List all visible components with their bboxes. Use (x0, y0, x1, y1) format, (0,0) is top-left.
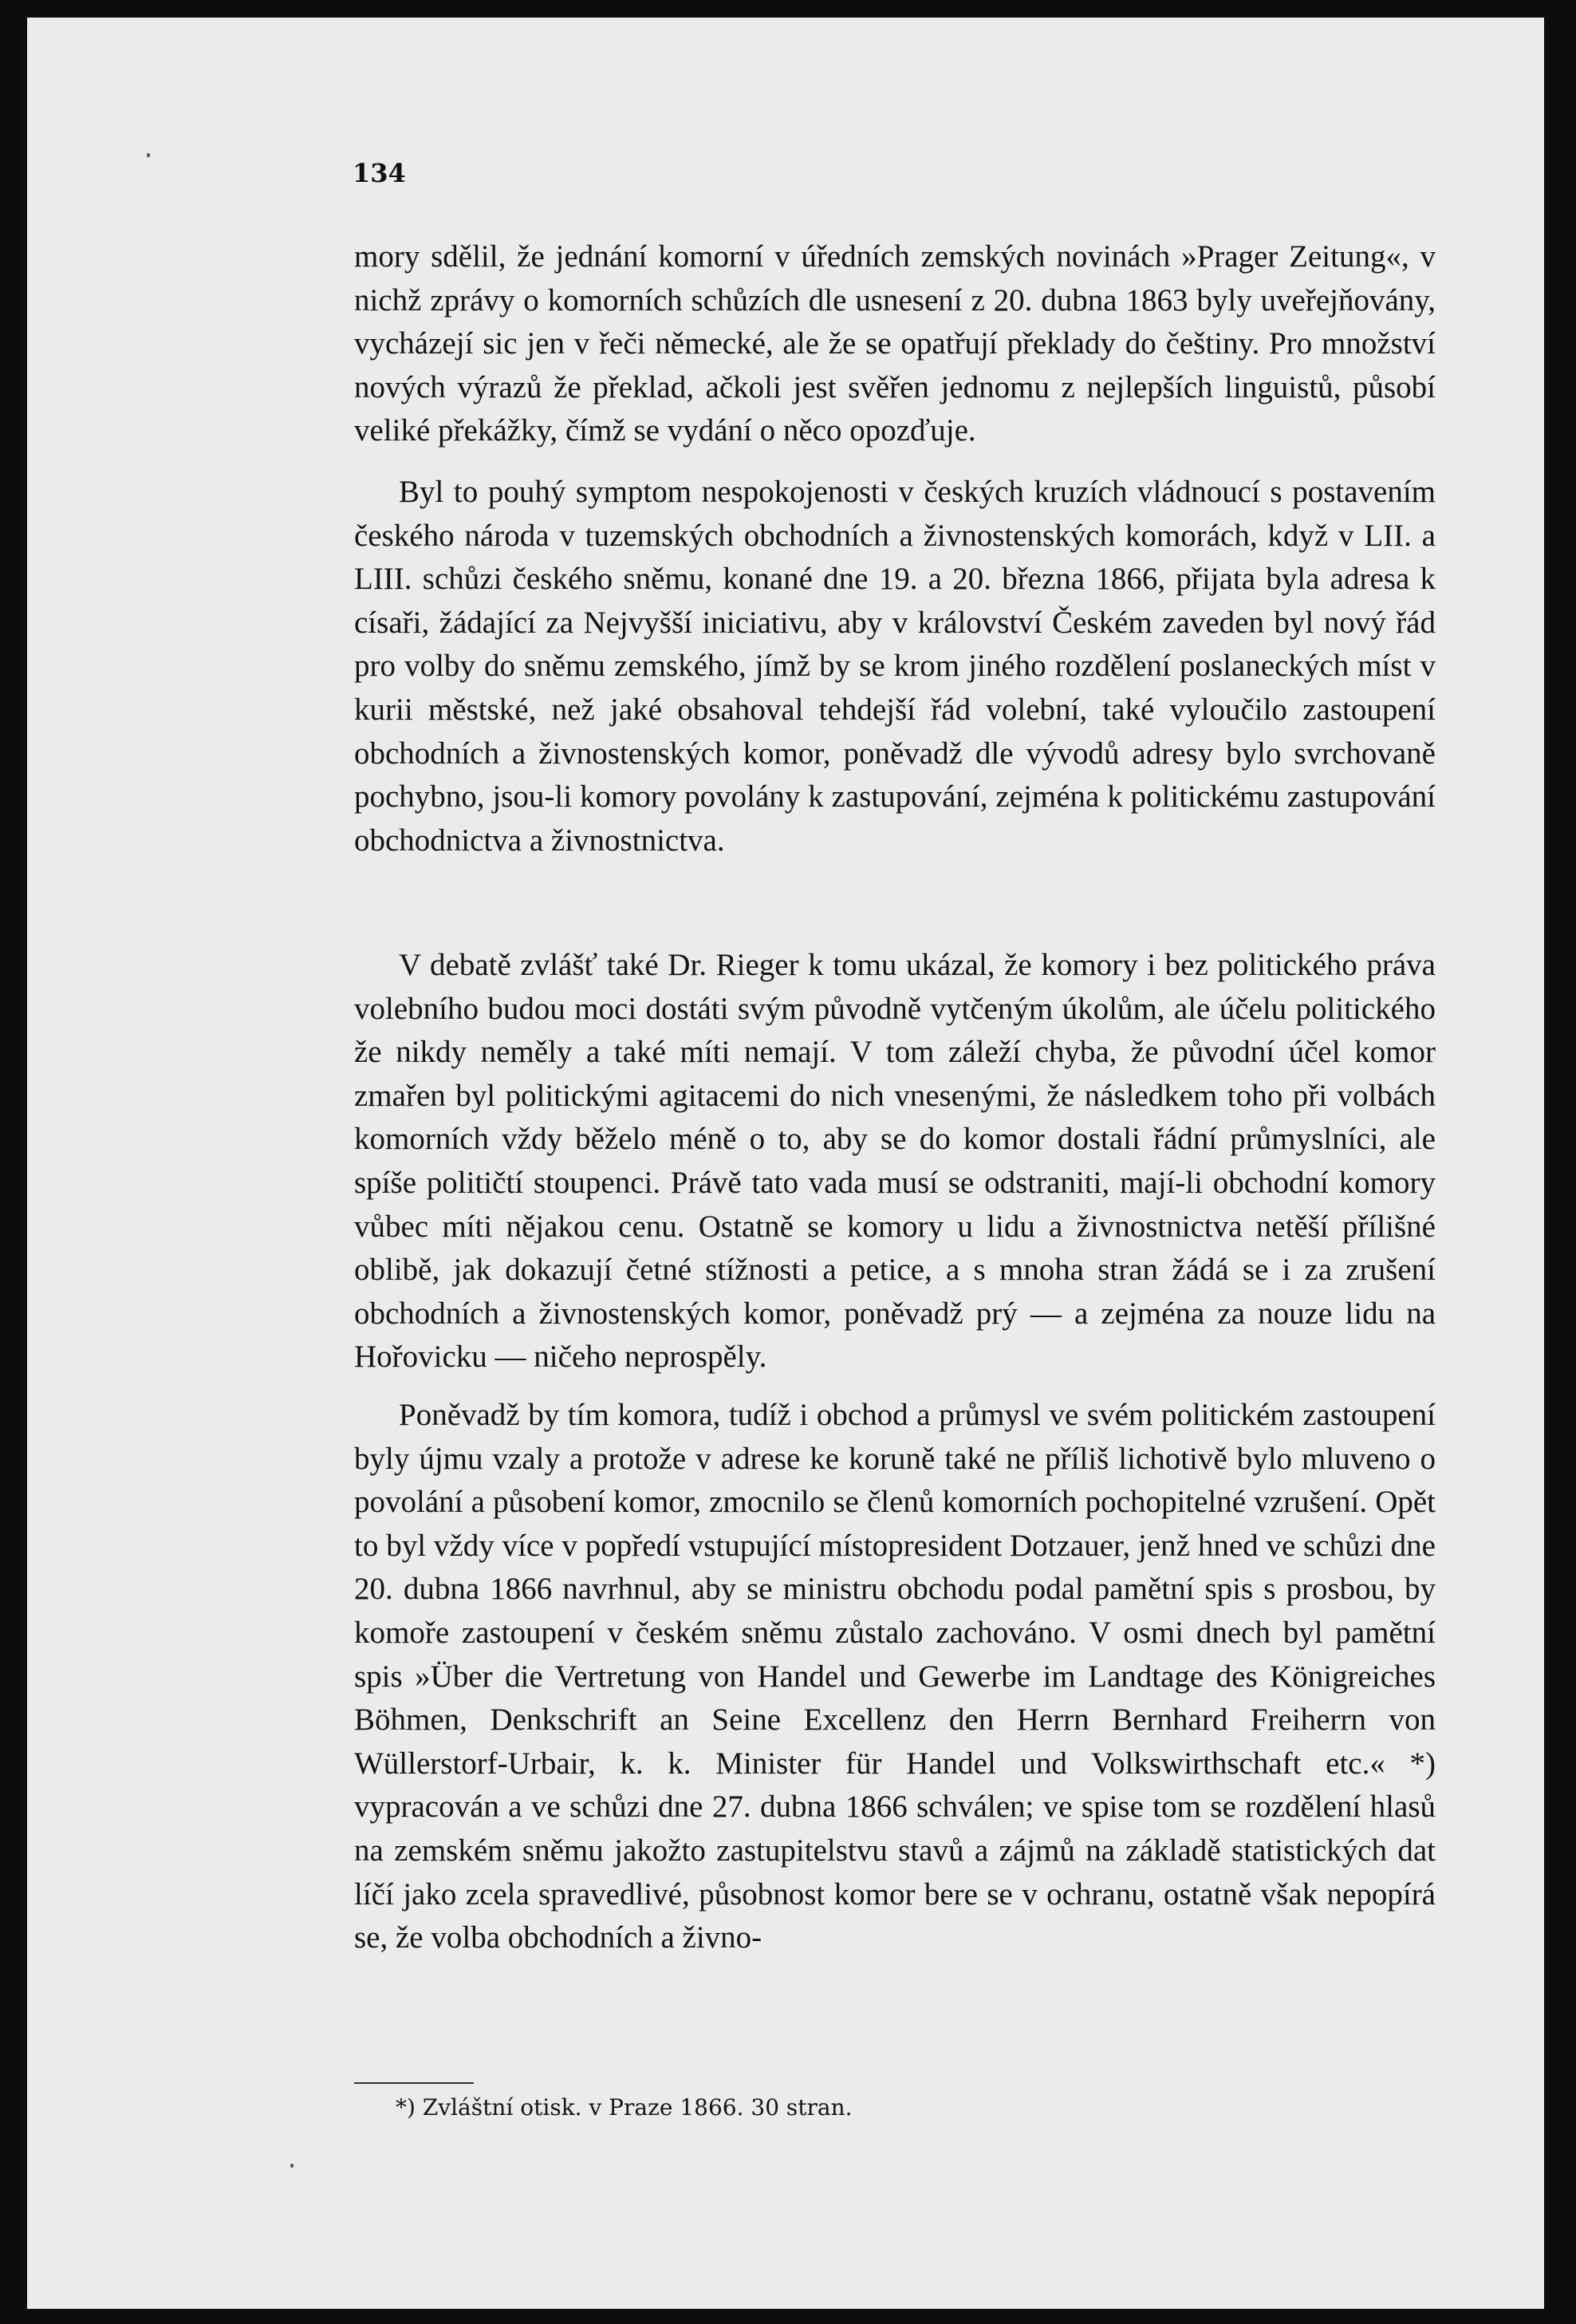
paragraph-text: V debatě zvlášť také Dr. Rieger k tomu ukázal, že komory i bez politického práva volebního budou moci dostáti svým původně vytčeným úkolům, ale účelu politického že nikdy neměly a také míti nemají. V tom záleží chyba, že původní účel komor zmařen byl politickými agitacemi do nich vnesenými, že následkem toho při volbách komorních vždy běželo méně o to, aby se do komor dostali řádní průmyslníci, ale spíše političtí stoupenci. Právě tato vada musí se odstraniti, mají-li obchodní komory vůbec míti nějakou cenu. Ostatně se komory u lidu a živnostnictva netěší přílišné oblibě, jak dokazují četné stížnosti a petice, a s mnoha stran žádá se i za zrušení obchodních a živnostenských komor, poněvadž prý — a zejména za nouze lidu na Hořovicku — ničeho neprospěly. (354, 948, 1436, 1375)
paragraph-text: mory sdělil, že jednání komorní v úředních zemských novinách »Prager Zeitung«, v nichž zprávy o komorních schůzích dle usnesení z 20. dubna 1863 byly uveřejňovány, vycházejí sic jen v řeči německé, ale že se opatřují překlady do češtiny. Pro množství nových výrazů že překlad, ačkoli jest svěřen jednomu z nejlepších linguistů, působí veliké překážky, čímž se vydání o něco opozďuje. (354, 239, 1436, 448)
paragraph-text: Byl to pouhý symptom nespokojenosti v českých kruzích vládnoucí s postavením českého národa v tuzemských obchodních a živnostenských komorách, když v LII. a LIII. schůzi českého sněmu, konané dne 19. a 20. března 1866, přijata byla adresa k císaři, žádající za Nejvyšší iniciativu, aby v království Českém zaveden byl nový řád pro volby do sněmu zemského, jímž by se krom jiného rozdělení poslaneckých míst v kurii městské, než jaké obsahoval tehdejší řád volební, také vyloučilo zastoupení obchodních a živnostenských komor, poněvadž dle vývodů adresy bylo svrchovaně pochybno, jsou-li komory povolány k zastupování, zejména k politickému zastupování obchodnictva a živnostnictva. (354, 475, 1436, 858)
dust-speck (290, 2164, 294, 2168)
paragraph-1 (354, 235, 1436, 453)
page-number: 134 (353, 158, 406, 188)
paragraph-2 (354, 471, 1436, 862)
footnote-divider (354, 2082, 474, 2084)
paragraph-text: Poněvadž by tím komora, tudíž i obchod a průmysl ve svém politickém zastoupení byly újmu vzaly a protože v adrese ke koruně také ne příliš lichotivě bylo mluveno o povolání a působení komor, zmocnilo se členů komorních pochopitelné vzrušení. Opět to byl vždy více v popředí vstupující místopresident Dotzauer, jenž hned ve schůzi dne 20. dubna 1866 navrhnul, aby se ministru obchodu podal pamětní spis s prosbou, by komoře zastoupení v českém sněmu zůstalo zachováno. V osmi dnech byl pamětní spis »Über die Vertretung von Handel und Gewerbe im Landtage des Königreiches Böhmen, Denkschrift an Seine Excellenz den Herrn Bernhard Freiherrn von Wüllerstorf-Urbair, k. k. Minister für Handel und Volkswirthschaft etc.« *) vypracován a ve schůzi dne 27. dubna 1866 schválen; ve spise tom se rozdělení hlasů na zemském sněmu jakožto zastupitelstvu stavů a zájmů na základě statistických dat líčí jako zcela spravedlivé, působnost komor bere se v ochranu, ostatně však nepopírá se, že volba obchodních a živno- (354, 1398, 1436, 1955)
scanned-page (27, 18, 1544, 2309)
dust-speck (147, 153, 150, 157)
footnote: *) Zvláštní otisk. v Praze 1866. 30 stran. (396, 2094, 853, 2121)
paragraph-3 (354, 944, 1436, 1379)
paragraph-4 (354, 1394, 1436, 1960)
